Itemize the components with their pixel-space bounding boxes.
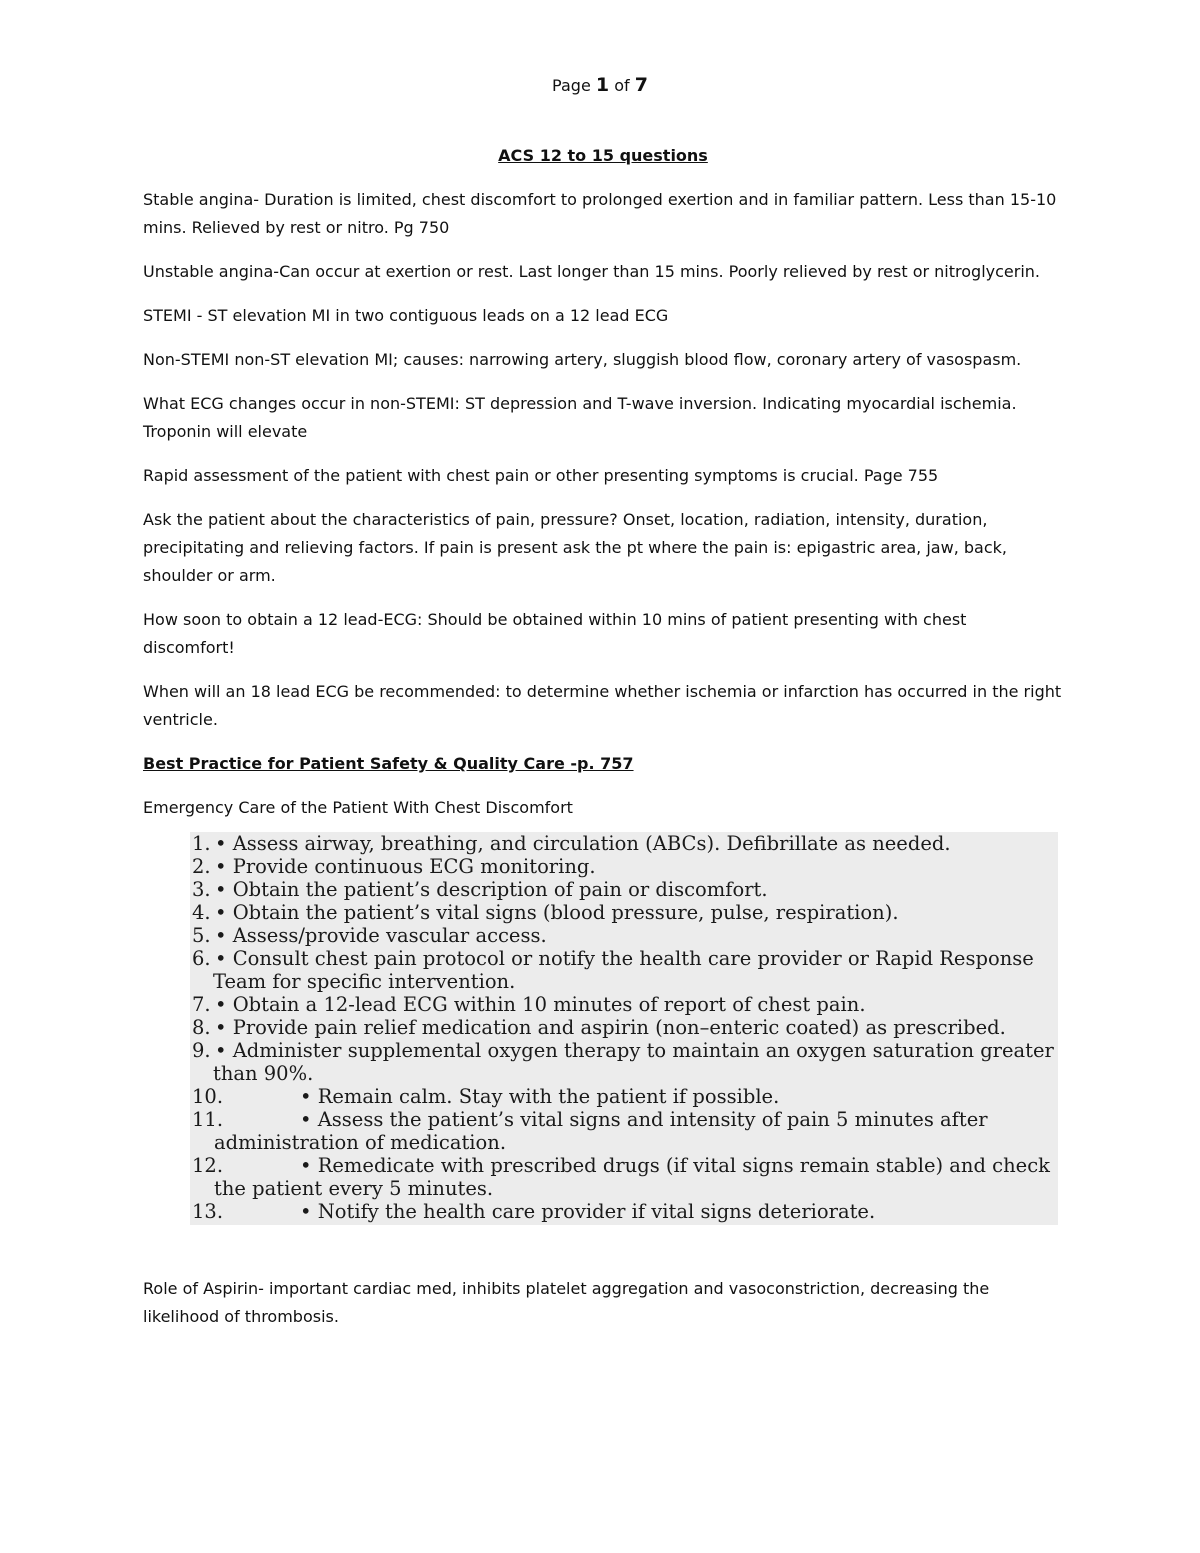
list-item-line: • Assess airway, breathing, and circulation (ABCs). Defibrillate as needed. <box>215 832 951 855</box>
list-item-text <box>215 1016 1058 1039</box>
page-header <box>0 74 1200 96</box>
list-item-line: • Obtain the patient’s vital signs (blood pressure, pulse, respiration). <box>215 901 899 924</box>
page-total: 7 <box>634 74 648 96</box>
best-practice-heading: Best Practice for Patient Safety & Quality Care -p. 757 <box>143 754 634 773</box>
list-item-number: 2. <box>192 855 211 878</box>
list-item <box>190 947 1058 993</box>
list-item <box>190 901 1058 924</box>
list-item-text <box>215 1039 1058 1085</box>
list-item <box>190 924 1058 947</box>
list-item-text <box>214 1154 1058 1200</box>
list-item-continuation: the patient every 5 minutes. <box>214 1177 494 1200</box>
list-item-text <box>215 878 1058 901</box>
paragraph-pain-characteristics: Ask the patient about the characteristics of pain, pressure? Onset, location, radiation, intensity, duration, precipitating and relieving factors. If pain is present ask the pt where the pain is: epigastric area, jaw, back, shoulder or arm. <box>143 510 1007 585</box>
paragraph-12-lead-ecg: How soon to obtain a 12 lead-ECG: Should be obtained within 10 mins of patient presenting with chest discomfort! <box>143 610 967 657</box>
list-item-number: 3. <box>192 878 211 901</box>
list-item <box>190 1085 1058 1108</box>
list-item-continuation: than 90%. <box>213 1062 314 1085</box>
list-item-line: • Notify the health care provider if vital signs deteriorate. <box>300 1200 876 1223</box>
list-item <box>190 1016 1058 1039</box>
list-item-text <box>215 993 1058 1016</box>
list-item-line: • Obtain the patient’s description of pain or discomfort. <box>215 878 768 901</box>
list-item-line: • Obtain a 12-lead ECG within 10 minutes of report of chest pain. <box>215 993 866 1016</box>
list-item-continuation: Team for specific intervention. <box>213 970 516 993</box>
list-item-line: • Administer supplemental oxygen therapy to maintain an oxygen saturation greater <box>215 1039 1054 1062</box>
list-item-text <box>215 901 1058 924</box>
list-item-text <box>215 947 1058 993</box>
list-item-number: 9. <box>192 1039 211 1062</box>
document-body <box>143 142 1063 1347</box>
list-item-number: 8. <box>192 1016 211 1039</box>
paragraph-aspirin: Role of Aspirin- important cardiac med, inhibits platelet aggregation and vasoconstriction, decreasing the likelihood of thrombosis. <box>143 1279 990 1326</box>
document-title: ACS 12 to 15 questions <box>498 146 708 165</box>
list-item-text <box>215 832 1058 855</box>
paragraph-18-lead-ecg: When will an 18 lead ECG be recommended: to determine whether ischemia or infarction has occurred in the right ventricle. <box>143 682 1062 729</box>
list-item <box>190 1154 1058 1200</box>
list-item <box>190 1039 1058 1085</box>
list-item-line: • Assess the patient’s vital signs and intensity of pain 5 minutes after <box>300 1108 988 1131</box>
list-item <box>190 1200 1058 1223</box>
list-item <box>190 993 1058 1016</box>
list-item-number: 1. <box>192 832 211 855</box>
list-item-text <box>215 924 1058 947</box>
emergency-care-heading: Emergency Care of the Patient With Chest Discomfort <box>143 798 573 817</box>
list-item-text <box>215 855 1058 878</box>
list-item-line: • Assess/provide vascular access. <box>215 924 547 947</box>
emergency-steps-list <box>190 832 1058 1225</box>
list-item-continuation: administration of medication. <box>214 1131 507 1154</box>
page-number: 1 <box>595 74 610 96</box>
paragraph-ecg-changes: What ECG changes occur in non-STEMI: ST depression and T-wave inversion. Indicating myocardial ischemia. Troponin will elevate <box>143 394 1017 441</box>
list-item-text <box>300 1200 1058 1223</box>
of-label: of <box>614 76 630 95</box>
paragraph-stemi: STEMI - ST elevation MI in two contiguous leads on a 12 lead ECG <box>143 306 669 325</box>
list-item-number: 11. <box>192 1108 224 1131</box>
list-item-number: 4. <box>192 901 211 924</box>
paragraph-non-stemi: Non-STEMI non-ST elevation MI; causes: narrowing artery, sluggish blood flow, coronary artery of vasospasm. <box>143 350 1022 369</box>
list-item <box>190 878 1058 901</box>
list-item-number: 12. <box>192 1154 224 1177</box>
list-item <box>190 1108 1058 1154</box>
list-item-number: 13. <box>192 1200 224 1223</box>
list-item <box>190 855 1058 878</box>
list-item-line: • Consult chest pain protocol or notify the health care provider or Rapid Response <box>215 947 1034 970</box>
list-item-line: • Remain calm. Stay with the patient if possible. <box>300 1085 780 1108</box>
list-item-number: 5. <box>192 924 211 947</box>
list-item-line: • Provide pain relief medication and aspirin (non–enteric coated) as prescribed. <box>215 1016 1006 1039</box>
list-item <box>190 832 1058 855</box>
page-label: Page <box>552 76 591 95</box>
list-item-number: 10. <box>192 1085 224 1108</box>
list-item-line: • Provide continuous ECG monitoring. <box>215 855 596 878</box>
list-item-text <box>300 1085 1058 1108</box>
list-item-number: 6. <box>192 947 211 970</box>
paragraph-rapid-assessment: Rapid assessment of the patient with chest pain or other presenting symptoms is crucial. Page 755 <box>143 466 939 485</box>
list-item-number: 7. <box>192 993 211 1016</box>
list-item-line: • Remedicate with prescribed drugs (if vital signs remain stable) and check <box>300 1154 1050 1177</box>
list-item-text <box>214 1108 1058 1154</box>
paragraph-stable-angina: Stable angina- Duration is limited, chest discomfort to prolonged exertion and in familiar pattern. Less than 15-10 mins. Relieved by rest or nitro. Pg 750 <box>143 190 1057 237</box>
spacer <box>143 1225 1063 1275</box>
paragraph-unstable-angina: Unstable angina-Can occur at exertion or rest. Last longer than 15 mins. Poorly relieved by rest or nitroglycerin. <box>143 262 1040 281</box>
